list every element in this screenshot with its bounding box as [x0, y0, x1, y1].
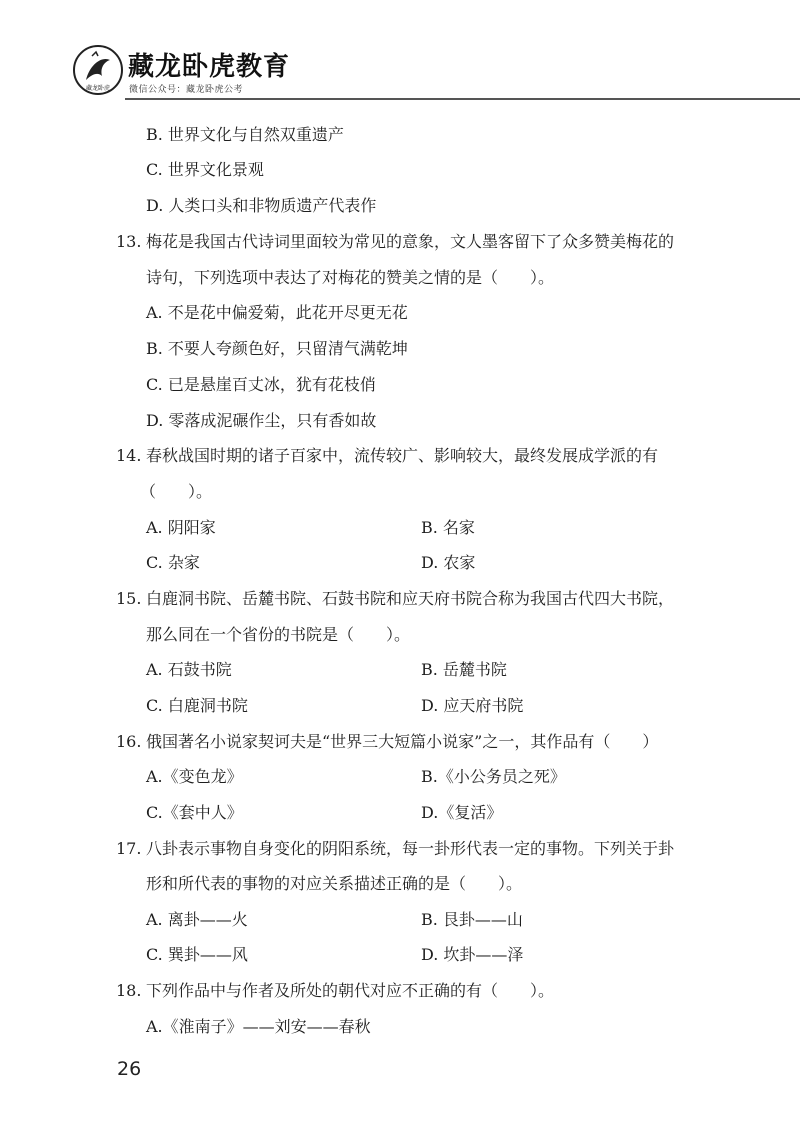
question-17-option-a: A. 离卦——火: [146, 910, 248, 929]
question-16-option-a: A.《变色龙》: [146, 767, 243, 786]
question-13-option-a: A. 不是花中偏爱菊，此花开尽更无花: [146, 303, 408, 322]
header-divider: [125, 98, 800, 100]
question-13-option-b: B. 不要人夸颜色好，只留清气满乾坤: [146, 339, 408, 358]
question-15-option-d: D. 应天府书院: [421, 696, 524, 715]
question-17-option-c: C. 巽卦——风: [146, 945, 248, 964]
question-13-stem-line-2: 诗句，下列选项中表达了对梅花的赞美之情的是（ ）。: [146, 268, 555, 287]
stem-text: 下列作品中与作者及所处的朝代对应不正确的有（ ）。: [146, 981, 555, 1000]
logo-text: 藏龙卧虎: [85, 85, 111, 92]
option-c-continued: C. 世界文化景观: [146, 160, 264, 179]
question-13-option-d: D. 零落成泥碾作尘，只有香如故: [146, 411, 377, 430]
question-17-option-b: B. 艮卦——山: [421, 910, 523, 929]
question-number: 17.: [116, 839, 142, 858]
question-14-option-b: B. 名家: [421, 518, 475, 537]
brand-slogan: 微信公众号：藏龙卧虎公考: [129, 85, 244, 95]
stem-text: 白鹿洞书院、岳麓书院、石鼓书院和应天府书院合称为我国古代四大书院，: [146, 589, 675, 608]
question-17-stem-line-1: [116, 839, 674, 859]
question-number: 15.: [116, 589, 142, 608]
brand-name: 藏龙卧虎教育: [128, 52, 291, 82]
question-17-option-d: D. 坎卦——泽: [421, 945, 524, 964]
question-15-stem-line-1: [116, 589, 674, 609]
question-16-stem-line-1: [116, 732, 658, 752]
stem-text: 春秋战国时期的诸子百家中，流传较广、影响较大，最终发展成学派的有: [146, 446, 659, 465]
question-13-stem-line-1: [116, 232, 674, 252]
question-number: 14.: [116, 446, 142, 465]
question-14-option-a: A. 阴阳家: [146, 518, 216, 537]
question-number: 13.: [116, 232, 142, 251]
question-18-stem-line-1: [116, 981, 554, 1001]
question-14-option-d: D. 农家: [421, 553, 476, 572]
question-16-option-b: B.《小公务员之死》: [421, 767, 566, 786]
question-15-stem-line-2: 那么同在一个省份的书院是（ ）。: [146, 625, 411, 644]
page-number: 26: [117, 1058, 142, 1080]
question-16-option-c: C.《套中人》: [146, 803, 243, 822]
stem-text: 八卦表示事物自身变化的阴阳系统，每一卦形代表一定的事物。下列关于卦: [146, 839, 675, 858]
question-13-option-c: C. 已是悬崖百丈冰，犹有花枝俏: [146, 375, 376, 394]
question-17-stem-line-2: 形和所代表的事物的对应关系描述正确的是（ ）。: [146, 874, 523, 893]
logo-icon: [72, 44, 124, 96]
stem-text: 梅花是我国古代诗词里面较为常见的意象，文人墨客留下了众多赞美梅花的: [146, 232, 675, 251]
question-number: 16.: [116, 732, 142, 751]
question-15-option-a: A. 石鼓书院: [146, 660, 232, 679]
question-16-option-d: D.《复活》: [421, 803, 503, 822]
question-14-stem-line-2: （ ）。: [140, 482, 213, 501]
option-b-continued: B. 世界文化与自然双重遗产: [146, 125, 344, 144]
stem-text: 俄国著名小说家契诃夫是“世界三大短篇小说家”之一，其作品有（ ）: [146, 732, 659, 751]
question-14-stem-line-1: [116, 446, 658, 466]
question-15-option-c: C. 白鹿洞书院: [146, 696, 248, 715]
question-number: 18.: [116, 981, 142, 1000]
question-14-option-c: C. 杂家: [146, 553, 200, 572]
question-15-option-b: B. 岳麓书院: [421, 660, 507, 679]
page-header: [0, 0, 800, 104]
option-d-continued: D. 人类口头和非物质遗产代表作: [146, 196, 377, 215]
question-18-option-a: A.《淮南子》——刘安——春秋: [146, 1017, 371, 1036]
